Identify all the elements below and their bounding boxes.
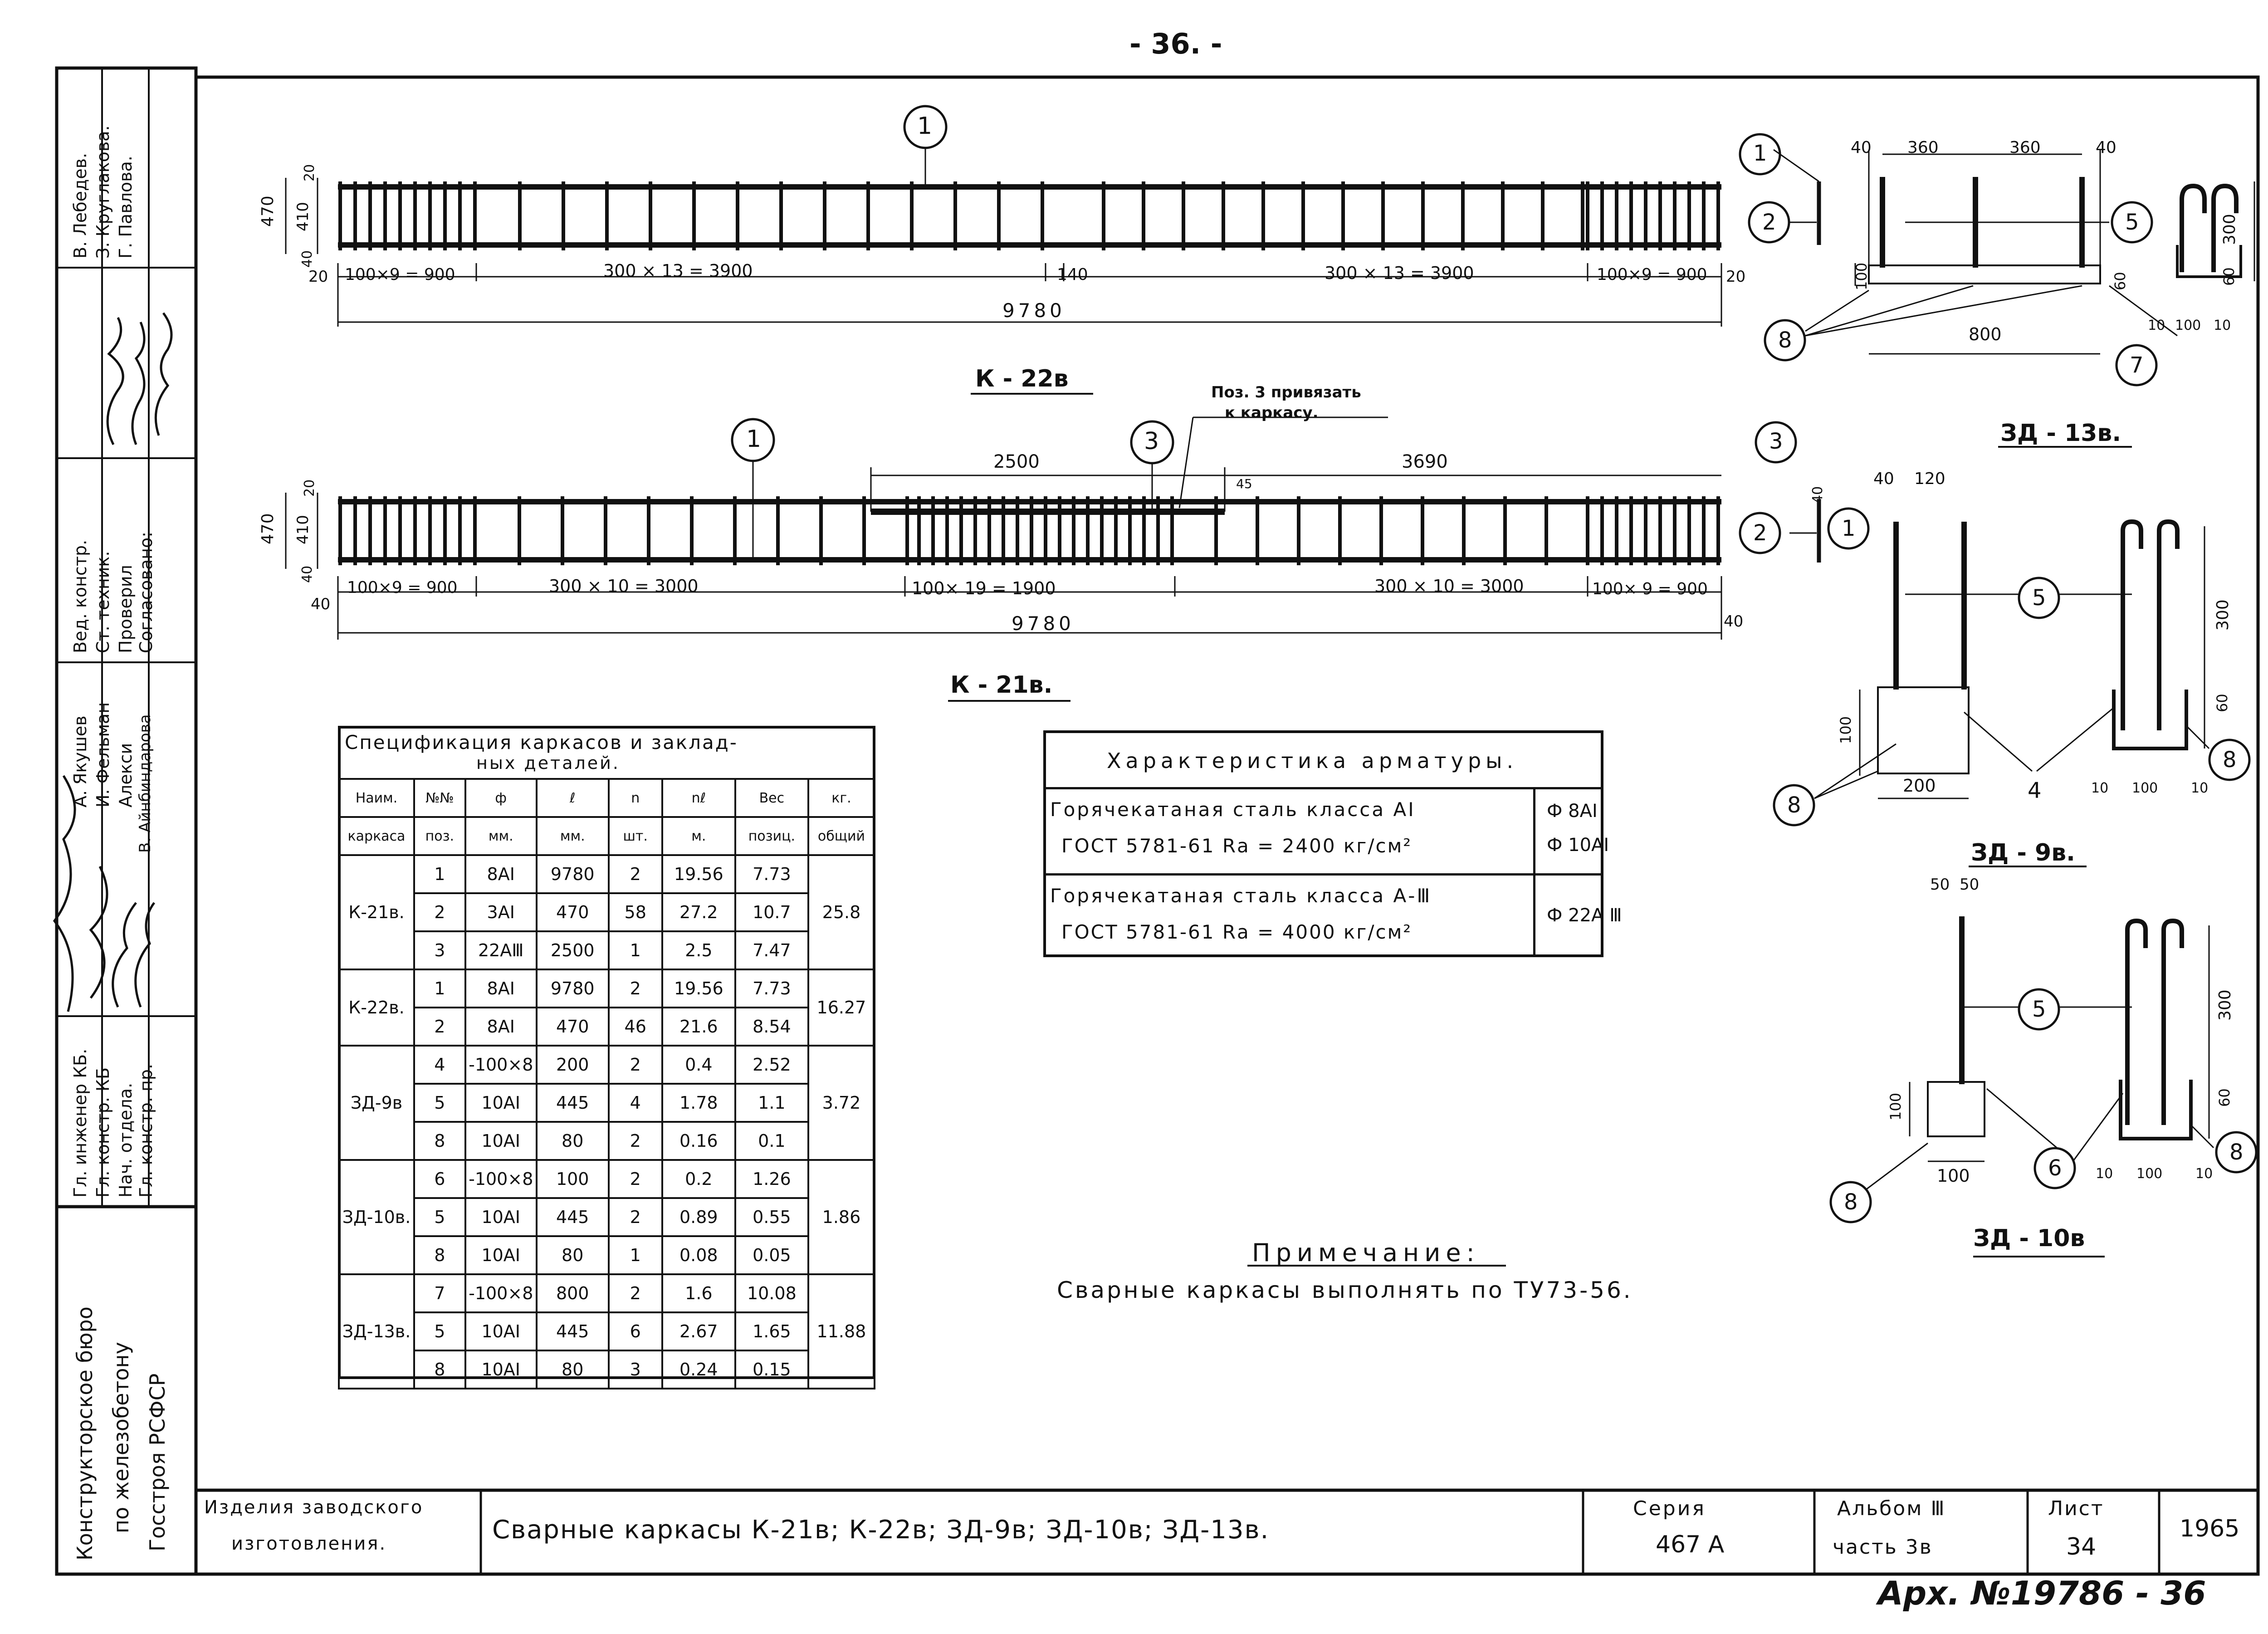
stamp-name2-4: В. Айнбиндарова: [136, 714, 154, 853]
column-header: позиц.: [735, 817, 808, 855]
k21-h410: 410: [294, 515, 312, 544]
stamp-name-3: Г. Павлова.: [116, 156, 136, 259]
table-cell: 9780: [537, 969, 609, 1008]
k22-dim-total: 9780: [1002, 299, 1066, 322]
table-row: [339, 1008, 875, 1046]
stamp-name-1: В. Лебедев.: [70, 152, 90, 259]
table-row: [339, 893, 875, 931]
zd13-d1: 40: [1851, 138, 1872, 157]
k21-dim-center: 100× 19 = 1900: [912, 578, 1056, 598]
zd9-s3: 10: [2191, 780, 2209, 796]
table-cell: 800: [537, 1274, 609, 1312]
zd9-d40: 40: [1810, 486, 1826, 504]
zd10-drawing: [1855, 916, 2214, 1198]
table-cell: 200: [537, 1046, 609, 1084]
zd13-h60b: 60: [2220, 267, 2238, 286]
section-callout-5: 1: [1842, 516, 1856, 541]
zd13-h60: 60: [2112, 272, 2129, 290]
section-callout-3: 3: [1769, 429, 1783, 454]
table-cell: 2.52: [735, 1046, 808, 1084]
org-line-2: по железобетону: [109, 1342, 133, 1533]
k21-h20: 20: [302, 479, 318, 497]
table-cell: 8АI: [465, 969, 537, 1008]
table-cell: 1: [609, 931, 662, 969]
table-cell: 2: [609, 855, 662, 893]
table-cell: 4: [414, 1046, 465, 1084]
stamp-role2-2: Гл. констр. КБ: [93, 1067, 113, 1198]
table-cell: 5: [414, 1312, 465, 1350]
zd10-s3: 10: [2195, 1166, 2213, 1182]
table-cell: 2.5: [662, 931, 735, 969]
table-cell: 1: [609, 1236, 662, 1274]
k22-dim-gap: 140: [1057, 265, 1088, 284]
tb-left-2: изготовления.: [231, 1533, 387, 1554]
char-divider-2: [1043, 873, 1603, 876]
table-row: [339, 855, 875, 893]
zd9-d1: 40: [1873, 470, 1894, 488]
table-cell: 2: [414, 893, 465, 931]
tb-series: 467 А: [1656, 1531, 1725, 1558]
table-cell: 470: [537, 1008, 609, 1046]
zd9-bottom: 200: [1903, 776, 1936, 796]
zd10-callout-8a: 8: [2229, 1140, 2244, 1165]
total-weight-cell: 11.88: [808, 1274, 875, 1389]
k21-note-1: Поз. 3 привязать: [1211, 383, 1361, 401]
table-cell: 8: [414, 1350, 465, 1389]
column-header: общий: [808, 817, 875, 855]
table-cell: 1: [414, 855, 465, 893]
table-cell: 10АI: [465, 1084, 537, 1122]
zd10-callout-8b: 8: [1844, 1189, 1858, 1215]
char-divider-1: [1043, 787, 1603, 789]
total-weight-cell: 3.72: [808, 1046, 875, 1160]
k21-dim-mid1: 300 × 10 = 3000: [549, 576, 699, 596]
zd9-s1: 10: [2091, 780, 2109, 796]
k22-title: К - 22в: [975, 365, 1069, 392]
table-row: [339, 1046, 875, 1084]
table-cell: 8: [414, 1122, 465, 1160]
table-cell: 10АI: [465, 1198, 537, 1236]
table-cell: 0.16: [662, 1122, 735, 1160]
spec-title-1: Спецификация каркасов и заклад-: [345, 731, 738, 753]
k22-end-left: 20: [308, 268, 328, 286]
table-cell: 46: [609, 1008, 662, 1046]
column-header: м.: [662, 817, 735, 855]
section-callout-1: 1: [1753, 141, 1767, 166]
tb-album: Альбом Ⅲ: [1837, 1497, 1946, 1520]
char-divider-v: [1533, 787, 1535, 957]
column-header: ℓ: [537, 779, 609, 817]
table-cell: 100: [537, 1160, 609, 1198]
k21-end-left: 40: [311, 595, 331, 613]
total-weight-cell: 16.27: [808, 969, 875, 1046]
tb-sheet: 34: [2066, 1533, 2097, 1561]
tb-year: 1965: [2180, 1515, 2240, 1542]
char-row1-desc2: ГОСТ 5781-61 Rа = 2400 кг/см²: [1061, 835, 1413, 857]
zd10-title: ЗД - 10в: [1973, 1225, 2085, 1252]
k22-dim-mid1: 300 × 13 = 3900: [603, 261, 753, 281]
char-title: Характеристика арматуры.: [1107, 749, 1518, 773]
column-header: мм.: [537, 817, 609, 855]
char-row1-grade1: Ф 8АI: [1547, 801, 1598, 822]
table-cell: 1.26: [735, 1160, 808, 1198]
table-cell: 5: [414, 1084, 465, 1122]
column-header: nℓ: [662, 779, 735, 817]
table-cell: 2: [609, 1046, 662, 1084]
column-header: n: [609, 779, 662, 817]
k21-callout-1: 1: [746, 426, 762, 453]
table-cell: 1.65: [735, 1312, 808, 1350]
k22-h410: 410: [294, 202, 312, 231]
total-weight-cell: 1.86: [808, 1160, 875, 1274]
zd13-callout-5: 5: [2125, 210, 2139, 235]
k21-callout-3: 3: [1144, 428, 1159, 455]
k21-h470: 470: [259, 513, 277, 544]
k22-dim-right: 100×9 = 900: [1597, 265, 1707, 284]
tb-series-label: Серия: [1633, 1497, 1706, 1520]
table-row: [339, 1198, 875, 1236]
tb-sheet-label: Лист: [2048, 1497, 2104, 1520]
table-cell: 7.47: [735, 931, 808, 969]
table-cell: 0.89: [662, 1198, 735, 1236]
table-cell: 470: [537, 893, 609, 931]
column-header: поз.: [414, 817, 465, 855]
table-cell: -100×8: [465, 1274, 537, 1312]
zd10-h60: 60: [2216, 1088, 2233, 1107]
zd10-d2: 50: [1960, 876, 1980, 894]
tb-title: Сварные каркасы К-21в; К-22в; ЗД-9в; ЗД-10в; ЗД-13в.: [492, 1515, 1270, 1545]
table-cell: 2: [609, 969, 662, 1008]
table-cell: 7: [414, 1274, 465, 1312]
table-cell: 80: [537, 1122, 609, 1160]
spec-table: [338, 778, 875, 1389]
frame-k22-drawing: [286, 106, 1721, 327]
stamp-name2-1: А. Якушев: [70, 715, 90, 807]
zd10-callout-5: 5: [2032, 997, 2046, 1022]
table-cell: 2: [609, 1198, 662, 1236]
total-weight-cell: 25.8: [808, 855, 875, 969]
table-cell: 22АⅢ: [465, 931, 537, 969]
char-row2-desc2: ГОСТ 5781-61 Rа = 4000 кг/см²: [1061, 921, 1413, 943]
table-cell: 8.54: [735, 1008, 808, 1046]
zd9-drawing: [1814, 522, 2209, 798]
table-cell: 10.7: [735, 893, 808, 931]
table-cell: 2.67: [662, 1312, 735, 1350]
table-cell: 2: [609, 1160, 662, 1198]
k21-dim-right: 100× 9 = 900: [1592, 580, 1708, 598]
table-cell: 27.2: [662, 893, 735, 931]
table-cell: 8АI: [465, 1008, 537, 1046]
stamp-role2-1: Гл. инженер КБ.: [70, 1048, 90, 1198]
zd10-s2: 100: [2136, 1166, 2163, 1182]
frame-name-cell: ЗД-10в.: [339, 1160, 414, 1274]
zd10-callout-6: 6: [2048, 1155, 2062, 1181]
table-cell: 3: [414, 931, 465, 969]
zd13-s1: 10: [2148, 318, 2165, 333]
table-row: [339, 969, 875, 1008]
table-cell: 1.78: [662, 1084, 735, 1122]
zd13-title: ЗД - 13в.: [2000, 420, 2121, 447]
zd9-callout-5: 5: [2032, 585, 2046, 611]
tb-left-1: Изделия заводского: [204, 1497, 424, 1518]
table-cell: 10АI: [465, 1122, 537, 1160]
section-callout-2: 2: [1762, 210, 1776, 235]
table-cell: 8: [414, 1236, 465, 1274]
char-row1-desc1: Горячекатаная сталь класса АI: [1050, 798, 1416, 821]
zd13-bottom: 800: [1969, 324, 2002, 344]
zd10-h100: 100: [1887, 1092, 1904, 1120]
char-row1-grade2: Ф 10АI: [1547, 835, 1609, 856]
k21-dim-left: 100×9 = 900: [347, 578, 458, 597]
table-cell: 19.56: [662, 855, 735, 893]
archive-number: Арх. №19786 - 36: [1878, 1574, 2206, 1612]
k21-end-right: 40: [1724, 612, 1744, 631]
table-cell: 2: [609, 1122, 662, 1160]
stamp-role-2: Ст. техник.: [93, 551, 113, 653]
table-cell: 2: [609, 1274, 662, 1312]
zd9-h300: 300: [2214, 599, 2232, 631]
zd9-d2: 120: [1914, 470, 1945, 488]
table-cell: -100×8: [465, 1046, 537, 1084]
table-cell: 7.73: [735, 855, 808, 893]
table-cell: 0.4: [662, 1046, 735, 1084]
zd13-d3: 360: [2009, 138, 2041, 157]
zd9-s2: 100: [2132, 780, 2158, 796]
table-cell: 3АI: [465, 893, 537, 931]
table-cell: 1.6: [662, 1274, 735, 1312]
table-cell: 4: [609, 1084, 662, 1122]
table-row: [339, 1312, 875, 1350]
zd10-d1: 50: [1930, 876, 1950, 894]
table-row: [339, 1160, 875, 1198]
frame-k21-drawing: [286, 417, 1721, 640]
stamp-role-4: Согласовано:: [136, 531, 156, 653]
table-cell: 10АI: [465, 1350, 537, 1389]
table-cell: 7.73: [735, 969, 808, 1008]
section-callout-4: 2: [1753, 520, 1767, 546]
table-cell: 0.2: [662, 1160, 735, 1198]
column-header: каркаса: [339, 817, 414, 855]
zd9-h60: 60: [2214, 694, 2231, 712]
k22-dim-mid2: 300 × 13 = 3900: [1325, 263, 1474, 283]
table-cell: 0.55: [735, 1198, 808, 1236]
table-cell: 10АI: [465, 1312, 537, 1350]
spec-title-2: ных деталей.: [476, 753, 620, 773]
org-line-1: Конструкторское бюро: [73, 1306, 97, 1561]
table-cell: 1: [414, 969, 465, 1008]
table-row: [339, 1350, 875, 1389]
stamp-name-2: З. Круглакова.: [93, 125, 113, 259]
table-cell: 445: [537, 1084, 609, 1122]
table-cell: 58: [609, 893, 662, 931]
table-cell: 6: [414, 1160, 465, 1198]
column-header: ф: [465, 779, 537, 817]
table-cell: 80: [537, 1350, 609, 1389]
zd13-callout-8: 8: [1778, 328, 1792, 353]
zd9-h100: 100: [1837, 716, 1854, 744]
k21-top-left: 2500: [993, 451, 1040, 472]
table-cell: 0.15: [735, 1350, 808, 1389]
zd13-callout-7: 7: [2130, 352, 2144, 378]
table-cell: 0.24: [662, 1350, 735, 1389]
table-cell: 80: [537, 1236, 609, 1274]
zd10-h300: 300: [2216, 989, 2234, 1021]
zd13-h100: 100: [1853, 262, 1870, 290]
k21-top-right: 3690: [1402, 451, 1448, 472]
char-row2-grade: Ф 22А Ⅲ: [1547, 905, 1622, 926]
k21-dim-total: 9780: [1012, 612, 1075, 635]
k21-title: К - 21в.: [950, 671, 1053, 699]
stamp-role2-3: Нач. отдела.: [116, 1082, 136, 1198]
frame-name-cell: К-21в.: [339, 855, 414, 969]
k22-h470: 470: [259, 196, 277, 227]
table-cell: 6: [609, 1312, 662, 1350]
k21-h40: 40: [299, 565, 315, 583]
table-cell: -100×8: [465, 1160, 537, 1198]
column-header: кг.: [808, 779, 875, 817]
stamp-name2-2: И. Фельман: [93, 702, 113, 807]
zd10-bottom: 100: [1937, 1166, 1970, 1186]
k22-h20: 20: [302, 164, 318, 181]
zd9-callout-4: 4: [2028, 778, 2042, 803]
k22-callout: 1: [917, 113, 933, 140]
table-cell: 10.08: [735, 1274, 808, 1312]
spec-header-row: [339, 779, 875, 817]
table-cell: 10АI: [465, 1236, 537, 1274]
column-header: Наим.: [339, 779, 414, 817]
k22-dim-left: 100×9 = 900: [345, 265, 455, 284]
table-cell: 445: [537, 1198, 609, 1236]
table-cell: 445: [537, 1312, 609, 1350]
zd10-s1: 10: [2096, 1166, 2113, 1182]
table-cell: 0.08: [662, 1236, 735, 1274]
zd13-d4: 40: [2096, 138, 2116, 157]
zd13-h300: 300: [2220, 214, 2239, 245]
table-cell: 8АI: [465, 855, 537, 893]
column-header: мм.: [465, 817, 537, 855]
stamp-role2-4: Гл. констр. пр.: [136, 1063, 156, 1198]
stamp-name2-3: Алекси: [116, 743, 136, 807]
zd9-callout-8a: 8: [1787, 793, 1801, 818]
char-row2-desc1: Горячекатаная сталь класса А-Ⅲ: [1050, 885, 1432, 907]
table-row: [339, 931, 875, 969]
table-cell: 2: [414, 1008, 465, 1046]
frame-name-cell: ЗД-13в.: [339, 1274, 414, 1389]
table-cell: 2500: [537, 931, 609, 969]
k21-d45: 45: [1236, 476, 1252, 491]
tb-part: часть 3в: [1833, 1536, 1933, 1559]
zd9-title: ЗД - 9в.: [1971, 839, 2075, 866]
column-header: шт.: [609, 817, 662, 855]
note-text: Сварные каркасы выполнять по ТУ73-56.: [1057, 1277, 1633, 1303]
k22-end-right: 20: [1726, 268, 1746, 286]
table-row: [339, 1236, 875, 1274]
table-cell: 0.1: [735, 1122, 808, 1160]
table-row: [339, 1274, 875, 1312]
column-header: №№: [414, 779, 465, 817]
spec-header-row: [339, 817, 875, 855]
table-cell: 5: [414, 1198, 465, 1236]
k21-dim-mid2: 300 × 10 = 3000: [1374, 576, 1524, 596]
frame-name-cell: ЗД-9в: [339, 1046, 414, 1160]
stamp-role-1: Вед. констр.: [70, 539, 90, 653]
zd9-callout-8b: 8: [2223, 747, 2237, 773]
table-row: [339, 1084, 875, 1122]
table-cell: 21.6: [662, 1008, 735, 1046]
column-header: Вес: [735, 779, 808, 817]
k22-h40: 40: [299, 250, 315, 268]
table-cell: 3: [609, 1350, 662, 1389]
stamp-role-3: Проверил: [116, 565, 136, 653]
note-title: Примечание:: [1252, 1238, 1480, 1267]
zd13-s3: 10: [2214, 318, 2231, 333]
zd13-s2: 100: [2175, 318, 2201, 333]
table-cell: 9780: [537, 855, 609, 893]
table-cell: 1.1: [735, 1084, 808, 1122]
zd13-d2: 360: [1907, 138, 1939, 157]
table-row: [339, 1122, 875, 1160]
table-cell: 0.05: [735, 1236, 808, 1274]
frame-name-cell: К-22в.: [339, 969, 414, 1046]
table-cell: 19.56: [662, 969, 735, 1008]
k21-note-2: к каркасу.: [1225, 404, 1319, 422]
org-line-3: Госстроя РСФСР: [145, 1373, 170, 1551]
page-number: - 36. -: [1129, 27, 1222, 60]
